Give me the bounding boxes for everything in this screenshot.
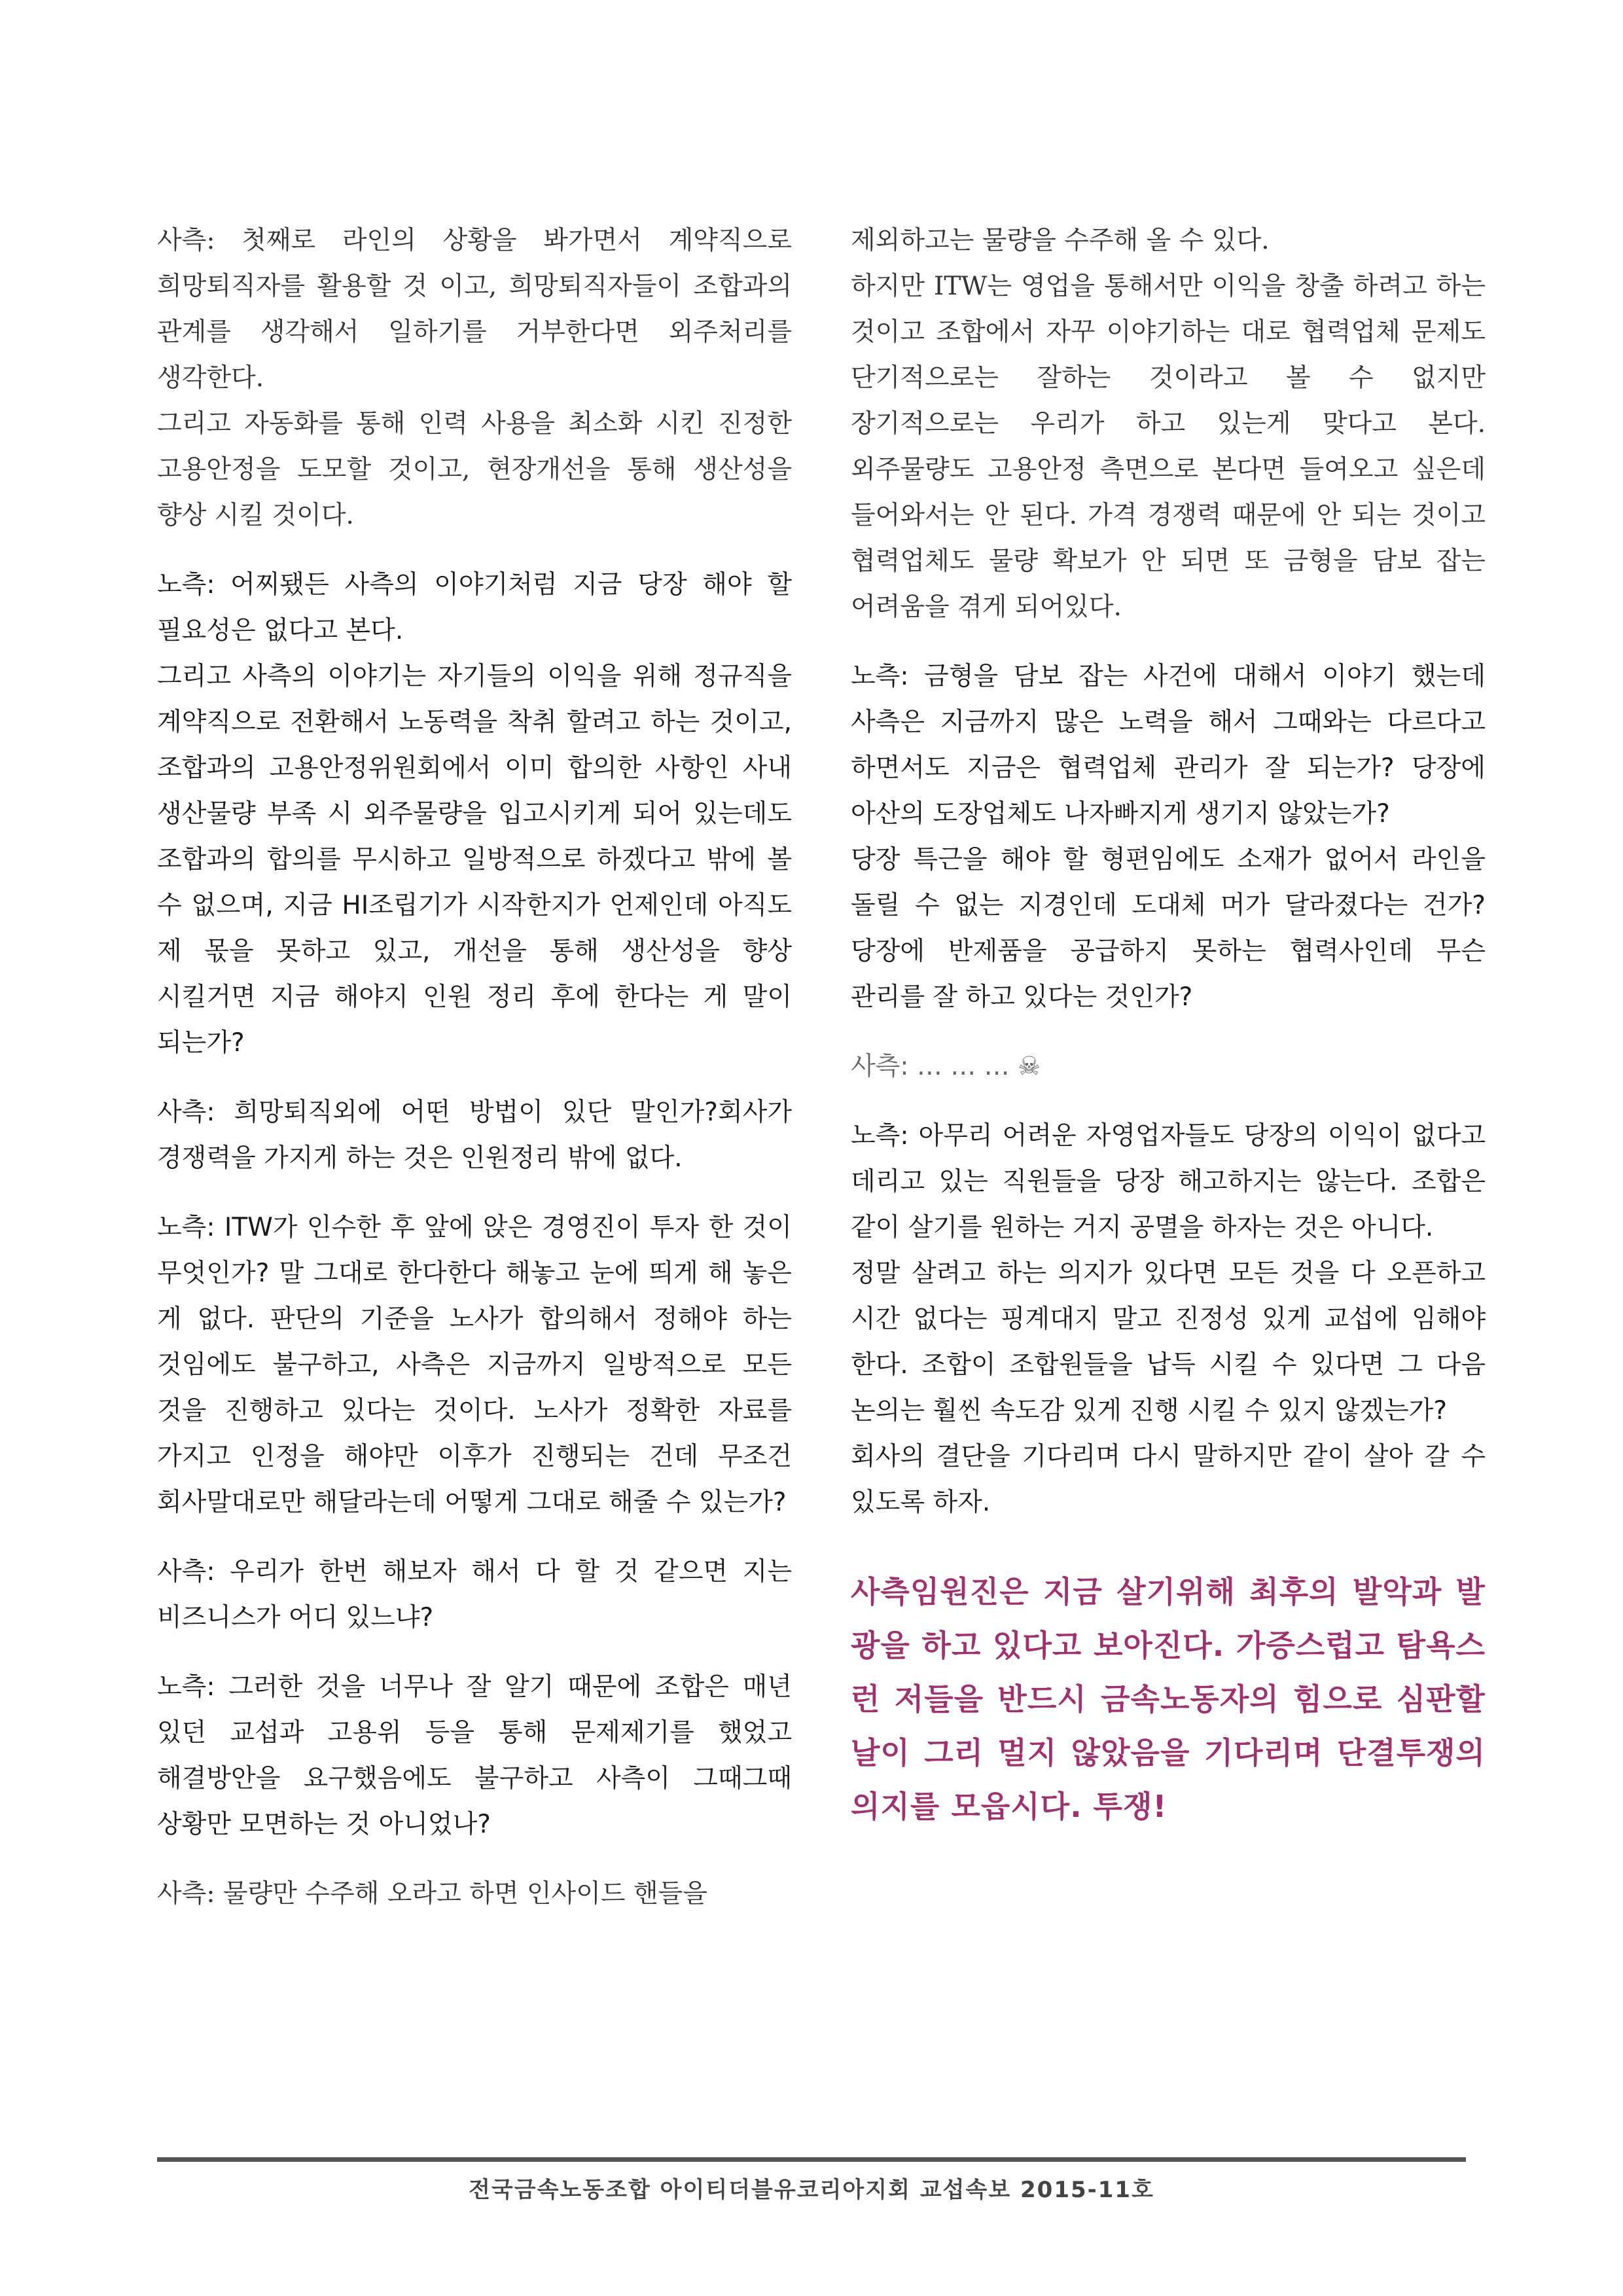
text-line: 사측: 우리가 한번 해보자 해서 다 할 것 같으면 지는 비즈니스가 어디 있느냐? xyxy=(157,1557,792,1632)
text-line: 제외하고는 물량을 수주해 올 수 있다. xyxy=(851,226,1270,255)
paragraph-management-5 xyxy=(851,1044,1486,1090)
text-line: 하지만 ITW는 영업을 통해서만 이익을 창출 하려고 하는 것이고 조합에서 자꾸 이야기하는 대로 협력업체 문제도 단기적으로는 잘하는 것이라고 볼 수 없지만 장기적으로는 우리가 하고 있는게 맞다고 본다. 외주물량도 고용안정 측면으로 본다면 들여오고 싶은데 들어와서는 안 된다. 가격 경쟁력 때문에 안 되는 것이고 협력업체도 물량 확보가 안 되면 또 금형을 담보 잡는 어려움을 겪게 되어있다. xyxy=(851,272,1486,622)
text-line: 노측: ITW가 인수한 후 앞에 앉은 경영진이 투자 한 것이 무엇인가? 말 그대로 한다한다 해놓고 눈에 띄게 해 놓은 게 없다. 판단의 기준을 노사가 합의해서 정해야 하는 것임에도 불구하고, 사측은 지금까지 일방적으로 모든 것을 진행하고 있다는 것이다. 노사가 정확한 자료를 가지고 인정을 해야만 이후가 진행되는 건데 무조건 회사말대로만 해달라는데 어떻게 그대로 해줄 수 있는가? xyxy=(157,1213,792,1517)
closing-slogan: 사측임원진은 지금 살기위해 최후의 발악과 발광을 하고 있다고 보아진다. 가증스럽고 탐욕스런 저들을 반드시 금속노동자의 힘으로 심판할 날이 그리 멀지 않았음을 기다리며 단결투쟁의 의지를 모읍시다. 투쟁! xyxy=(851,1574,1486,1824)
paragraph-management-3 xyxy=(157,1549,792,1641)
text-line: 정말 살려고 하는 의지가 있다면 모든 것을 다 오픈하고 시간 없다는 핑계대지 말고 진정성 있게 교섭에 임해야 한다. 조합이 조합원들을 납득 시킬 수 있다면 그 다음 논의는 훨씬 속도감 있게 진행 시킬 수 있지 않겠는가? xyxy=(851,1259,1486,1426)
text-line: 사측: 첫째로 라인의 상황을 봐가면서 계약직으로 희망퇴직자를 활용할 것 이고, 희망퇴직자들이 조합과의 관계를 생각해서 일하기를 거부한다면 외주처리를 생각한다. xyxy=(157,226,792,393)
paragraph-management-1 xyxy=(157,218,792,539)
paragraph-union-4 xyxy=(851,654,1486,1020)
text-line: 노측: 금형을 담보 잡는 사건에 대해서 이야기 했는데 사측은 지금까지 많은 노력을 해서 그때와는 다르다고 하면서도 지금은 협력업체 관리가 잘 되는가? 당장에 아산의 도장업체도 나자빠지게 생기지 않았는가? xyxy=(851,662,1486,829)
paragraph-union-5 xyxy=(851,1113,1486,1526)
paragraph-union-2 xyxy=(157,1205,792,1526)
text-line: 사측: 희망퇴직외에 어떤 방법이 있단 말인가?회사가 경쟁력을 가지게 하는 것은 인원정리 밖에 없다. xyxy=(157,1098,792,1173)
right-column xyxy=(851,218,1486,1833)
text-line: 노측: 그러한 것을 너무나 잘 알기 때문에 조합은 매년 있던 교섭과 고용위 등을 통해 문제제기를 했었고 해결방안을 요구했음에도 불구하고 사측이 그때그때 상황만 모면하는 것 아니었나? xyxy=(157,1672,792,1839)
left-column xyxy=(157,218,792,1917)
text-line: 그리고 사측의 이야기는 자기들의 이익을 위해 정규직을 계약직으로 전환해서 노동력을 착취 할려고 하는 것이고, 조합과의 고용안정위원회에서 이미 합의한 사항인 사내 생산물량 부족 시 외주물량을 입고시키게 되어 있는데도 조합과의 합의를 무시하고 일방적으로 하겠다고 밖에 볼 수 없으며, 지금 HI조립기가 시작한지가 언제인데 아직도 제 몫을 못하고 있고, 개선을 통해 생산성을 향상 시킬거면 지금 해야지 인원 정리 후에 한다는 게 말이 되는가? xyxy=(157,662,792,1058)
text-line: 사측: 물량만 수주해 오라고 하면 인사이드 핸들을 xyxy=(157,1879,708,1909)
text-line: 노측: 아무리 어려운 자영업자들도 당장의 이익이 없다고 데리고 있는 직원들을 당장 해고하지는 않는다. 조합은 같이 살기를 원하는 거지 공멸을 하자는 것은 아니다. xyxy=(851,1121,1486,1242)
paragraph-union-1 xyxy=(157,562,792,1066)
paragraph-union-3 xyxy=(157,1664,792,1848)
text-line: 회사의 결단을 기다리며 다시 말하지만 같이 살아 갈 수 있도록 하자. xyxy=(851,1442,1486,1517)
footer-publication-info: 전국금속노동조합 아이티더블유코리아지회 교섭속보 2015-11호 xyxy=(469,2177,1154,2203)
paragraph-management-4-continued xyxy=(851,218,1486,630)
text-line: 당장 특근을 해야 할 형편임에도 소재가 없어서 라인을 돌릴 수 없는 지경인데 도대체 머가 달라졌다는 건가? 당장에 반제품을 공급하지 못하는 협력사인데 무슨 관리를 잘 하고 있다는 것인가? xyxy=(851,845,1486,1012)
footer-divider xyxy=(157,2157,1466,2162)
paragraph-management-4 xyxy=(157,1871,792,1917)
text-line: 그리고 자동화를 통해 인력 사용을 최소화 시킨 진정한 고용안정을 도모할 것이고, 현장개선을 통해 생산성을 향상 시킬 것이다. xyxy=(157,409,792,530)
text-line: 사측: … … … ☠ xyxy=(851,1052,1041,1081)
text-line: 노측: 어찌됐든 사측의 이야기처럼 지금 당장 해야 할 필요성은 없다고 본다. xyxy=(157,570,792,645)
paragraph-management-2 xyxy=(157,1090,792,1181)
